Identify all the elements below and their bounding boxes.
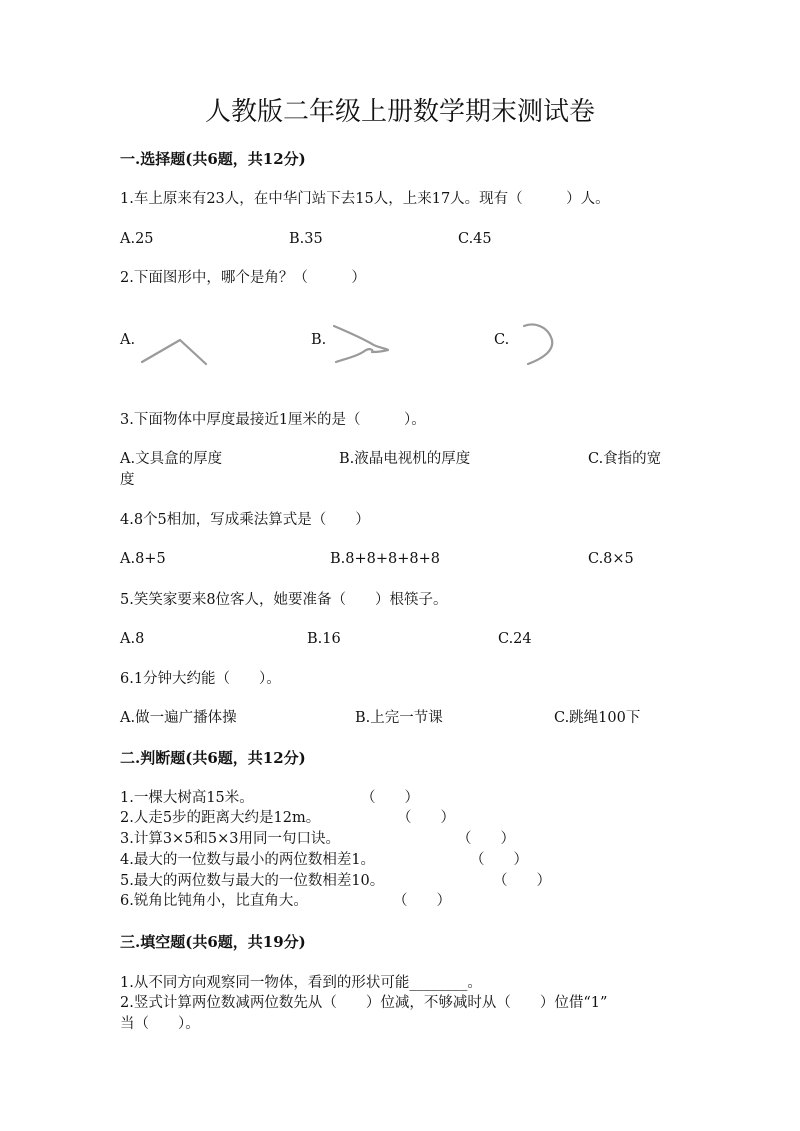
option-a: A.25 (120, 231, 154, 247)
option-a: A.8 (120, 631, 145, 647)
option-c-continuation: 度 (120, 472, 135, 488)
answer-paren: （ ） (493, 873, 551, 889)
section-heading-fill-blank: 三.填空题(共6题，共19分) (120, 933, 306, 951)
option-b: B.上完一节课 (355, 710, 443, 726)
answer-paren: （ ） (361, 790, 419, 806)
option-b: B.16 (307, 631, 341, 647)
option-c: C.跳绳100下 (554, 710, 641, 726)
fill-question-2-continuation: 当（ ）。 (120, 1016, 200, 1032)
option-b: B.8+8+8+8+8 (330, 551, 440, 567)
section-heading-choice: 一.选择题(共6题，共12分) (120, 150, 306, 168)
true-false-item: 1.一棵大树高15米。 (120, 790, 254, 806)
option-a: A.做一遍广播体操 (120, 710, 237, 726)
true-false-item: 6.锐角比钝角小，比直角大。 (120, 893, 308, 909)
option-c: C.8×5 (588, 551, 634, 567)
option-c: C.食指的宽 (588, 451, 662, 467)
question-3: 3.下面物体中厚度最接近1厘米的是（ ）。 (120, 412, 426, 428)
true-false-item: 3.计算3×5和5×3用同一句口诀。 (120, 831, 341, 847)
question-5: 5.笑笑家要来8位客人，她要准备（ ）根筷子。 (120, 592, 448, 608)
answer-paren: （ ） (457, 831, 515, 847)
option-b: B.35 (289, 231, 323, 247)
question-1: 1.车上原来有23人，在中华门站下去15人，上来17人。现有（ ）人。 (120, 191, 610, 207)
question-4: 4.8个5相加，写成乘法算式是（ ） (120, 512, 370, 528)
section-heading-true-false: 二.判断题(共6题，共12分) (120, 749, 306, 767)
answer-paren: （ ） (393, 893, 451, 909)
option-a: A.8+5 (120, 551, 166, 567)
answer-paren: （ ） (397, 810, 455, 826)
curved-figure-b (328, 322, 392, 366)
option-b: B.液晶电视机的厚度 (339, 451, 471, 467)
option-c: C.24 (498, 631, 532, 647)
option-c: C. (494, 332, 510, 348)
true-false-item: 2.人走5步的距离大约是12m。 (120, 810, 321, 826)
option-b: B. (311, 332, 327, 348)
true-false-item: 5.最大的两位数与最大的一位数相差10。 (120, 873, 385, 889)
question-6: 6.1分钟大约能（ ）。 (120, 671, 281, 687)
angle-figure-a (138, 334, 210, 368)
page-title: 人教版二年级上册数学期末测试卷 (204, 97, 595, 127)
option-c: C.45 (458, 231, 492, 247)
option-a: A. (120, 332, 136, 348)
question-2: 2.下面图形中，哪个是角？（ ） (120, 270, 366, 286)
fill-question-1: 1.从不同方向观察同一物体，看到的形状可能________。 (120, 975, 482, 991)
option-a: A.文具盒的厚度 (120, 451, 223, 467)
fill-question-2: 2.竖式计算两位数减两位数先从（ ）位减，不够减时从（ ）位借“1” (120, 995, 608, 1011)
curved-figure-c (514, 320, 562, 368)
answer-paren: （ ） (470, 852, 528, 868)
true-false-item: 4.最大的一位数与最小的两位数相差1。 (120, 852, 376, 868)
